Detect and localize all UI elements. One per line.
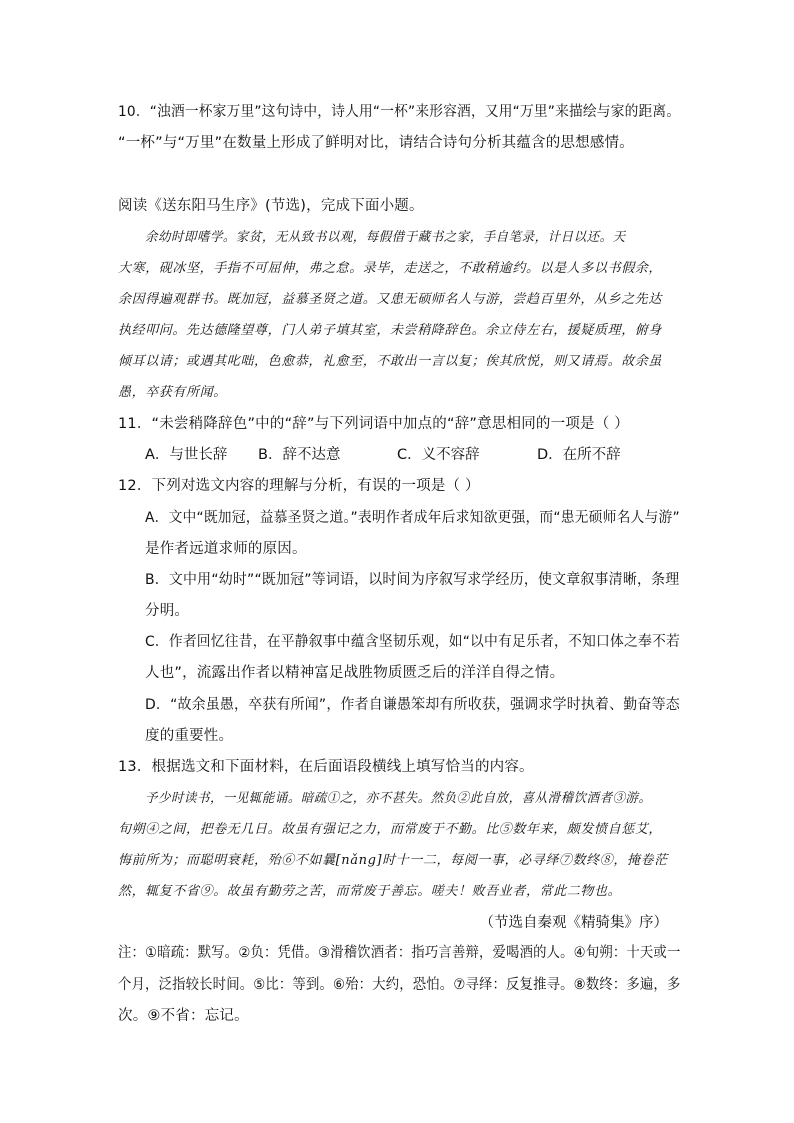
q13-stem: 13．根据选文和下面材料，在后面语段横线上填写恰当的内容。 <box>118 759 534 775</box>
passage-line: 大寒，砚冰坚，手指不可屈伸，弗之怠。录毕，走送之，不敢稍逾约。以是人多以书假余， <box>118 261 663 276</box>
q12-line: 人也”，流露出作者以精神富足战胜物质匮乏后的洋洋自得之情。 <box>145 665 565 681</box>
q12-line: 度的重要性。 <box>145 728 234 744</box>
q11-option-c: C．义不容辞 <box>397 447 480 463</box>
q11-stem: 11．“未尝稍降辞色”中的“辞”与下列词语中加点的“辞”意思相同的一项是（ ） <box>118 416 629 432</box>
notes-line: 次。⑨不省：忘记。 <box>118 1008 249 1024</box>
notes-line: 注：①暗疏：默写。②负：凭借。③滑稽饮酒者：指巧言善辩，爱喝酒的人。④旬朔：十天或一 <box>118 945 681 961</box>
passage-line: 愚，卒获有所闻。 <box>118 385 227 400</box>
q12-line: 分明。 <box>145 603 190 619</box>
q12-line: 是作者远道求师的原因。 <box>145 541 307 557</box>
reading-intro: 阅读《送东阳马生序》(节选)，完成下面小题。 <box>118 198 424 214</box>
q10-line-1: 10．“浊酒一杯家万里”这句诗中，诗人用“一杯”来形容酒，又用“万里”来描绘与家的距离。 <box>118 104 681 120</box>
material-line: 予少时读书，一见辄能诵。暗疏①之，亦不甚失。然负②此自放，喜从滑稽饮酒者③游。 <box>145 791 652 806</box>
material-line: 旬朔④之间，把卷无几日。故虽有强记之力，而常废于不勤。比⑤数年来，颇发愤自惩艾， <box>118 822 663 837</box>
q11-option-d: D．在所不辞 <box>537 447 621 463</box>
passage-line: 余因得遍观群书。既加冠，益慕圣贤之道。又患无硕师名人与游，尝趋百里外，从乡之先达 <box>118 292 663 307</box>
passage-line: 余幼时即嗜学。家贫，无从致书以观，每假借于藏书之家，手自笔录，计日以还。天 <box>145 230 626 245</box>
material-source: （节选自秦观《精骑集》序） <box>479 915 668 931</box>
q12-line: D．“故余虽愚，卒获有所闻”，作者自谦愚笨却有所收获，强调求学时执着、勤奋等态 <box>145 697 680 713</box>
material-line: 悔前所为；而聪明衰耗，殆⑥不如曩[nǎng]时十一二，每阅一事，必寻绎⑦数终⑧，掩卷茫 <box>118 853 668 868</box>
passage-line: 执经叩问。先达德隆望尊，门人弟子填其室，未尝稍降辞色。余立侍左右，援疑质理，俯身 <box>118 323 663 338</box>
notes-line: 个月，泛指较长时间。⑤比：等到。⑥殆：大约，恐怕。⑦寻绎：反复推寻。⑧数终：多遍，多 <box>118 977 681 993</box>
q12-line: C．作者回忆往昔，在平静叙事中蕴含坚韧乐观，如“以中有足乐者，不知口体之奉不若 <box>145 634 680 650</box>
q10-line-2: “一杯”与“万里”在数量上形成了鲜明对比，请结合诗句分析其蕴含的思想感情。 <box>118 135 634 151</box>
q12-line: A．文中“既加冠，益慕圣贤之道。”表明作者成年后求知欲更强，而“患无硕师名人与游” <box>145 510 680 526</box>
material-line: 然，辄复不省⑨。故虽有勤劳之苦，而常废于善忘。嗟夫！败吾业者，常此二物也。 <box>118 884 622 899</box>
q12-line: B．文中用“幼时”“既加冠”等词语，以时间为序叙写求学经历，使文章叙事清晰，条理 <box>145 572 680 588</box>
passage-line: 倾耳以请；或遇其叱咄，色愈恭，礼愈至，不敢出一言以复；俟其欣悦，则又请焉。故余虽 <box>118 354 663 369</box>
q12-stem: 12．下列对选文内容的理解与分析，有误的一项是（ ） <box>118 478 480 494</box>
q11-option-b: B．辞不达意 <box>258 447 341 463</box>
q11-option-a: A．与世长辞 <box>145 447 228 463</box>
